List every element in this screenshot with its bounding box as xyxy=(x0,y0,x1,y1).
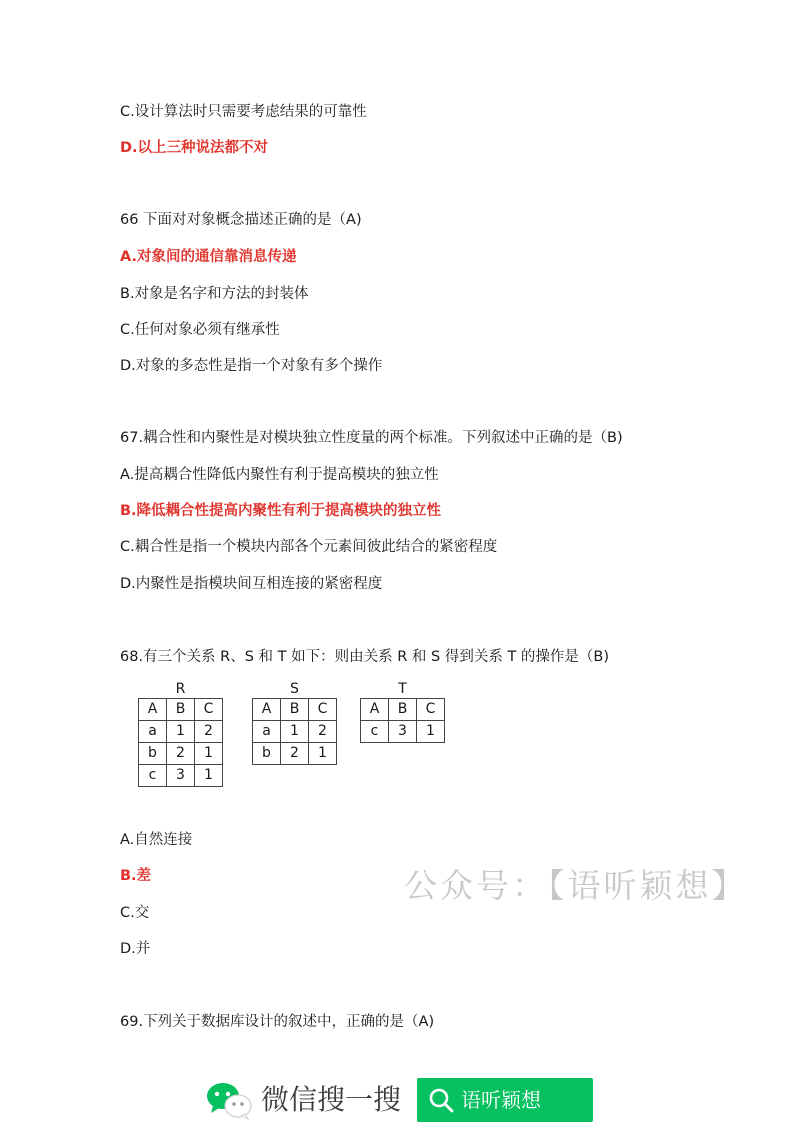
option-a-67: A.提高耦合性降低内聚性有利于提高模块的独立性 xyxy=(120,467,439,483)
option-c-68: C.交 xyxy=(120,905,150,921)
answer-option-b-68: B.差 xyxy=(120,868,152,884)
header-cell: C xyxy=(417,699,445,721)
header-cell: C xyxy=(309,699,337,721)
search-icon xyxy=(427,1086,455,1114)
header-cell: A xyxy=(361,699,389,721)
table-cell: b xyxy=(253,743,281,765)
option-c-67: C.耦合性是指一个模块内部各个元素间彼此结合的紧密程度 xyxy=(120,539,498,555)
table-cell: 1 xyxy=(281,721,309,743)
table-row xyxy=(139,765,223,787)
watermark: 公众号：【语听颖想】 xyxy=(404,866,748,905)
relation-t xyxy=(360,680,445,743)
table-cell: a xyxy=(253,721,281,743)
option-d-66: D.对象的多态性是指一个对象有多个操作 xyxy=(120,358,383,374)
table-row xyxy=(139,721,223,743)
table-cell: 1 xyxy=(417,721,445,743)
relation-t-title: T xyxy=(398,681,407,697)
option-c-66: C.任何对象必须有继承性 xyxy=(120,322,280,338)
option-b-66: B.对象是名字和方法的封装体 xyxy=(120,286,309,302)
table-cell: c xyxy=(361,721,389,743)
relation-r-table xyxy=(138,698,223,787)
table-cell: 3 xyxy=(389,721,417,743)
relation-r-title: R xyxy=(175,681,186,697)
header-cell: A xyxy=(139,699,167,721)
table-cell: 3 xyxy=(167,765,195,787)
option-d-67: D.内聚性是指模块间互相连接的紧密程度 xyxy=(120,576,383,592)
table-cell: b xyxy=(139,743,167,765)
table-cell: 1 xyxy=(167,721,195,743)
table-header-row xyxy=(253,699,337,721)
answer-option-d-65: D.以上三种说法都不对 xyxy=(120,140,269,156)
question-67: 67.耦合性和内聚性是对模块独立性度量的两个标准。下列叙述中正确的是（B) xyxy=(120,430,623,446)
header-cell: B xyxy=(167,699,195,721)
table-cell: 2 xyxy=(309,721,337,743)
table-cell: 1 xyxy=(309,743,337,765)
answer-option-b-67: B.降低耦合性提高内聚性有利于提高模块的独立性 xyxy=(120,503,442,519)
table-row xyxy=(253,721,337,743)
header-cell: B xyxy=(389,699,417,721)
option-a-68: A.自然连接 xyxy=(120,832,193,848)
table-cell: 2 xyxy=(195,721,223,743)
relation-s-title: S xyxy=(290,681,299,697)
table-cell: 1 xyxy=(195,743,223,765)
table-row xyxy=(253,743,337,765)
table-header-row xyxy=(361,699,445,721)
question-66: 66 下面对对象概念描述正确的是（A) xyxy=(120,212,362,228)
relation-t-table xyxy=(360,698,445,743)
table-row xyxy=(361,721,445,743)
relation-s-table xyxy=(252,698,337,765)
header-cell: B xyxy=(281,699,309,721)
option-d-68: D.并 xyxy=(120,941,151,957)
table-cell: 2 xyxy=(281,743,309,765)
wechat-logo-icon xyxy=(205,1080,253,1120)
answer-option-a-66: A.对象间的通信靠消息传递 xyxy=(120,249,297,265)
table-cell: c xyxy=(139,765,167,787)
header-cell: C xyxy=(195,699,223,721)
search-button-label: 语听颖想 xyxy=(461,1088,541,1112)
table-header-row xyxy=(139,699,223,721)
wechat-search-button[interactable] xyxy=(417,1078,593,1122)
relation-r xyxy=(138,680,223,787)
table-cell: 2 xyxy=(167,743,195,765)
table-cell: 1 xyxy=(195,765,223,787)
table-cell: a xyxy=(139,721,167,743)
wechat-search-banner xyxy=(205,1076,605,1124)
relation-s xyxy=(252,680,337,765)
question-68: 68.有三个关系 R、S 和 T 如下：则由关系 R 和 S 得到关系 T 的操作是（B) xyxy=(120,649,610,665)
option-c-65: C.设计算法时只需要考虑结果的可靠性 xyxy=(120,104,367,120)
table-row xyxy=(139,743,223,765)
header-cell: A xyxy=(253,699,281,721)
wechat-search-text: 微信搜一搜 xyxy=(261,1083,402,1116)
question-69: 69.下列关于数据库设计的叙述中，正确的是（A) xyxy=(120,1014,435,1030)
